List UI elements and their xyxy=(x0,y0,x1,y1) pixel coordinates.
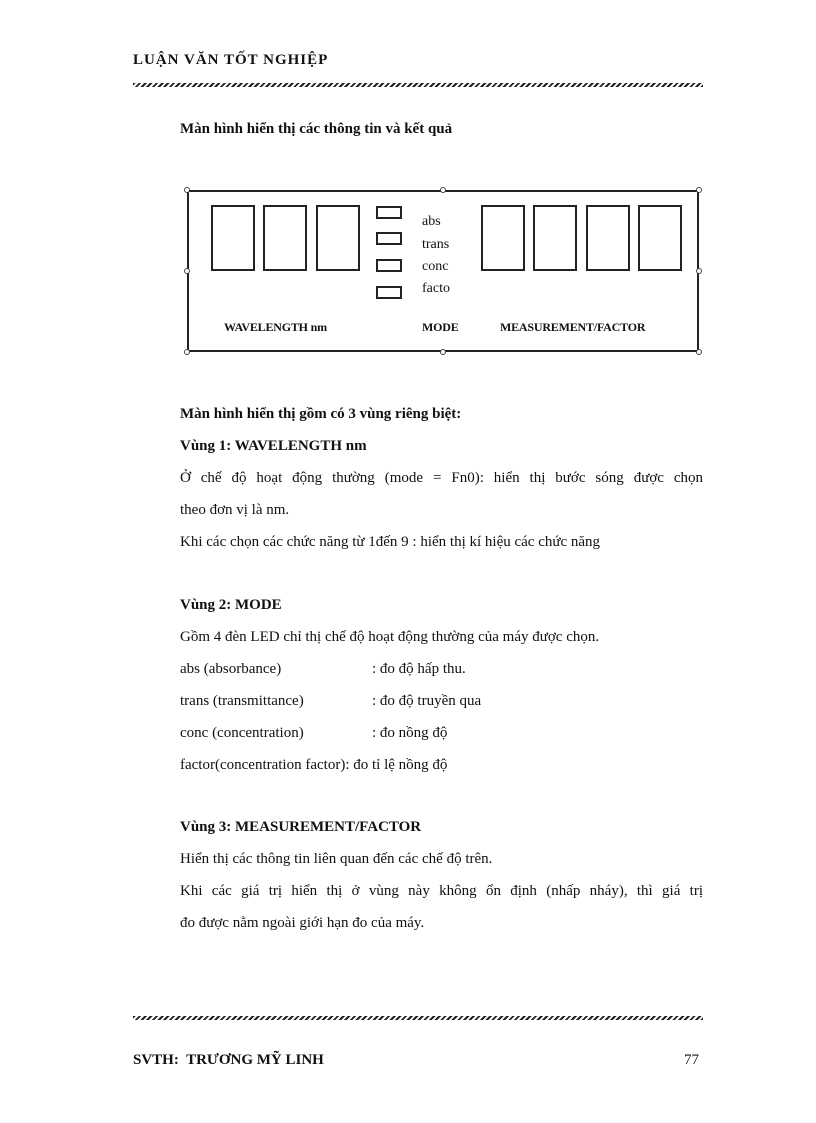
mode-item-key: trans (transmittance) xyxy=(180,693,304,709)
measurement-digit xyxy=(481,205,525,271)
measurement-digit xyxy=(586,205,630,271)
zone2-intro: Gồm 4 đèn LED chỉ thị chế độ hoạt động thường của máy được chọn. xyxy=(180,629,600,645)
mode-label-abs: abs xyxy=(422,214,441,229)
mode-item-key: abs (absorbance) xyxy=(180,661,282,677)
mode-led-abs xyxy=(376,206,402,219)
footer-author: SVTH: TRƯƠNG MỸ LINH xyxy=(133,1052,324,1068)
mode-label-conc: conc xyxy=(422,259,449,274)
zone3-line2: Khi các giá trị hiển thị ở vùng này không ổn định (nhấp nháy), thì giá trị xyxy=(180,883,703,899)
measurement-digit xyxy=(533,205,577,271)
mode-item-value: : đo nồng độ xyxy=(372,725,448,741)
zone1-line3: Khi các chọn các chức năng từ 1đến 9 : hiển thị kí hiệu các chức năng xyxy=(180,534,601,550)
mode-led-facto xyxy=(376,286,402,299)
page-number: 77 xyxy=(684,1052,699,1068)
mode-label: MODE xyxy=(422,320,459,334)
zone1-title: Vùng 1: WAVELENGTH nm xyxy=(180,438,367,454)
mode-label-trans: trans xyxy=(422,237,450,252)
diagram-handle xyxy=(696,268,702,274)
diagram-handle xyxy=(696,349,702,355)
footer-divider xyxy=(133,1016,703,1020)
mode-item-key: conc (concentration) xyxy=(180,725,304,741)
diagram-handle xyxy=(184,268,190,274)
page-header-title: LUẬN VĂN TỐT NGHIỆP xyxy=(133,52,329,68)
wavelength-digit xyxy=(263,205,307,271)
header-divider xyxy=(133,83,703,87)
mode-label-facto: facto xyxy=(422,281,450,296)
zone3-title: Vùng 3: MEASUREMENT/FACTOR xyxy=(180,819,422,835)
section-intro: Màn hình hiển thị gồm có 3 vùng riêng biệt: xyxy=(180,406,462,422)
mode-item-value: : đo độ hấp thu. xyxy=(372,661,466,677)
zone1-line2: theo đơn vị là nm. xyxy=(180,502,290,518)
diagram-handle xyxy=(184,349,190,355)
zone1-line1: Ở chế độ hoạt động thường (mode = Fn0): hiển thị bước sóng được chọn xyxy=(180,470,703,486)
mode-led-conc xyxy=(376,259,402,272)
diagram-handle xyxy=(184,187,190,193)
mode-item-key: factor(concentration factor): đo tỉ lệ nồng độ xyxy=(180,757,448,773)
measurement-digit xyxy=(638,205,682,271)
wavelength-label: WAVELENGTH nm xyxy=(224,320,327,334)
wavelength-digit xyxy=(211,205,255,271)
mode-item-value: : đo độ truyền qua xyxy=(372,693,482,709)
wavelength-digit xyxy=(316,205,360,271)
diagram-handle xyxy=(696,187,702,193)
intro-heading: Màn hình hiển thị các thông tin và kết quả xyxy=(180,121,453,137)
mode-led-trans xyxy=(376,232,402,245)
zone3-line1: Hiển thị các thông tin liên quan đến các chế độ trên. xyxy=(180,851,493,867)
zone3-line3: đo được nằm ngoài giới hạn đo của máy. xyxy=(180,915,425,931)
diagram-handle xyxy=(440,349,446,355)
diagram-handle xyxy=(440,187,446,193)
zone2-title: Vùng 2: MODE xyxy=(180,597,282,613)
measurement-label: MEASUREMENT/FACTOR xyxy=(500,320,646,334)
